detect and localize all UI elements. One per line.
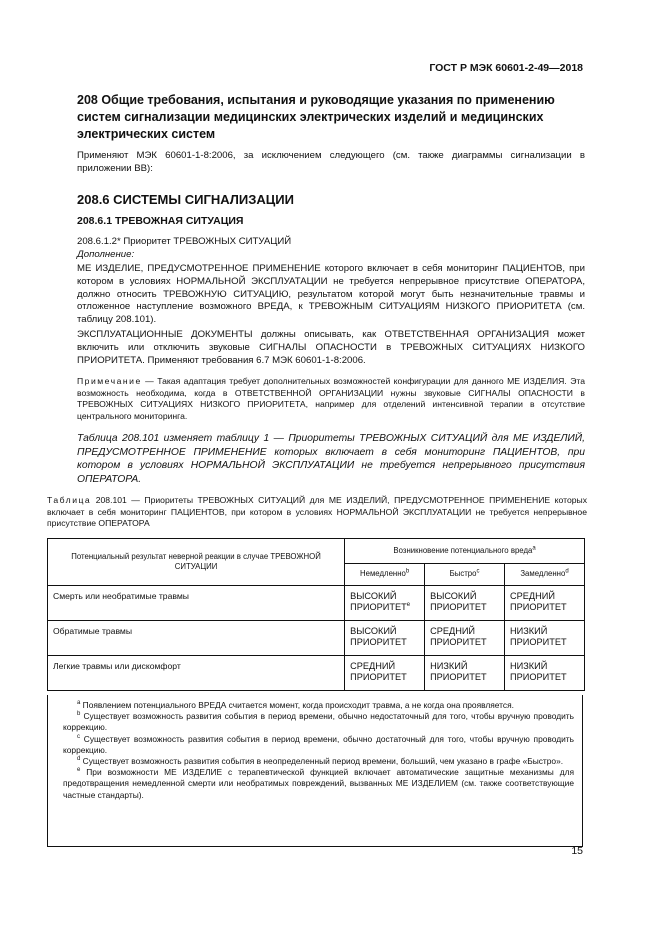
footnote: $^d$ Существует возможность развития события в неопределенный период времени, больший, чем указано в графе «Быстро».: [77, 756, 564, 767]
note: [77, 376, 585, 422]
subsection-title: 208.6 СИСТЕМЫ СИГНАЛИЗАЦИИ: [77, 192, 294, 207]
paragraph-2: ЭКСПЛУАТАЦИОННЫЕ ДОКУМЕНТЫ должны описывать, как ОТВЕТСТВЕННАЯ ОРГАНИЗАЦИЯ может включить или отключить звуковые СИГНАЛЫ ОПАСНОСТИ в ТРЕВОЖНЫХ СИТУАЦИЯХ НИЗКОГО ПРИОРИТЕТА. Применяют требования 6.7 МЭК 60601-1-8:2006.: [77, 329, 585, 366]
item-title: 208.6.1.2* Приоритет ТРЕВОЖНЫХ СИТУАЦИЙ: [77, 236, 292, 247]
table-cell: ВЫСОКИЙ ПРИОРИТЕТ: [345, 621, 425, 656]
col-header-group: Возникновение потенциального вреда$^a$: [345, 539, 585, 564]
footnote: $^e$ При возможности МЕ ИЗДЕЛИЕ с терапевтической функцией включает автоматические защитные механизмы для предотвращения немедленной смерти или необратимых повреждений, вызванных МЕ ИЗДЕЛИЕМ (см. также соответствующие частные стандарты).: [63, 767, 574, 800]
col-header-delayed: Замедленно$^d$: [505, 564, 585, 586]
table-cell: СРЕДНИЙ ПРИОРИТЕТ: [345, 656, 425, 691]
table-cell: ВЫСОКИЙ ПРИОРИТЕТ: [425, 586, 505, 621]
table-caption: [47, 495, 587, 530]
table-cell: НИЗКИЙ ПРИОРИТЕТ: [425, 656, 505, 691]
row-label: Обратимые травмы: [48, 621, 345, 656]
table-row: [48, 621, 585, 656]
table-cell: НИЗКИЙ ПРИОРИТЕТ: [505, 621, 585, 656]
note-text: — Такая адаптация требует дополнительных возможностей конфигурации для данного МЕ ИЗДЕЛИЯ. Эта возможность необходима, когда в ОТВЕТСТВЕННОЙ ОРГАНИЗАЦИИ нужны звуковые СИГНАЛЫ ОПАСНОСТИ в ТРЕВОЖНЫХ СИТУАЦИЯХ НИЗКОГО ПРИОРИТЕТА, например для отделений интенсивной терапии в отсутствие центрального мониторинга.: [77, 376, 585, 421]
table-caption-text: 208.101 — Приоритеты ТРЕВОЖНЫХ СИТУАЦИЙ для МЕ ИЗДЕЛИЙ, ПРЕДУСМОТРЕННОЕ ПРИМЕНЕНИЕ которых включает в себя мониторинг ПАЦИЕНТОВ, при котором в условиях НОРМАЛЬНОЙ ЭКСПЛУАТАЦИИ не требуется непрерывное присутствие ОПЕРАТОРА: [47, 495, 587, 529]
table-footnotes: [47, 695, 583, 847]
row-label: Смерть или необратимые травмы: [48, 586, 345, 621]
addition-label: Дополнение:: [77, 249, 135, 260]
page-number: 15: [571, 845, 583, 857]
standard-number: ГОСТ Р МЭК 60601-2-49—2018: [429, 62, 583, 74]
italic-paragraph: Таблица 208.101 изменяет таблицу 1 — Приоритеты ТРЕВОЖНЫХ СИТУАЦИЙ для МЕ ИЗДЕЛИЙ, ПРЕДУСМОТРЕННОЕ ПРИМЕНЕНИЕ которых включает в себя мониторинг ПАЦИЕНТОВ, при котором в условиях НОРМАЛЬНОЙ ЭКСПЛУАТАЦИИ не требуется непрерывного присутствия ОПЕРАТОРА.: [77, 433, 585, 485]
subsubsection-title: 208.6.1 ТРЕВОЖНАЯ СИТУАЦИЯ: [77, 215, 244, 227]
table-row: [48, 586, 585, 621]
paragraph-1: МЕ ИЗДЕЛИЕ, ПРЕДУСМОТРЕННОЕ ПРИМЕНЕНИЕ которого включает в себя мониторинг ПАЦИЕНТОВ, при котором в условиях НОРМАЛЬНОЙ ЭКСПЛУАТАЦИИ не требуется непрерывное присутствие ОПЕРАТОРА, должно относить ТРЕВОЖНУЮ СИТУАЦИЮ, результатом которой могут быть незначительные травмы и отложенное наступление возможного ВРЕДА, к ТРЕВОЖНЫМ СИТУАЦИЯМ НИЗКОГО ПРИОРИТЕТА (см. таблицу 208.101).: [77, 263, 585, 326]
col-header-immediate: Немедленно$^b$: [345, 564, 425, 586]
table-cell: СРЕДНИЙ ПРИОРИТЕТ: [425, 621, 505, 656]
table-cell: СРЕДНИЙ ПРИОРИТЕТ: [505, 586, 585, 621]
section-intro: Применяют МЭК 60601-1-8:2006, за исключением следующего (см. также диаграммы сигнализации в приложении ВВ):: [77, 150, 585, 174]
row-label: Легкие травмы или дискомфорт: [48, 656, 345, 691]
footnote: $^b$ Существует возможность развития события в период времени, обычно недостаточный для того, чтобы вручную проводить коррекцию.: [63, 711, 574, 733]
note-label: Примечание: [77, 376, 142, 386]
table-caption-label: Таблица: [47, 495, 92, 505]
col-header-outcome: Потенциальный результат неверной реакции в случае ТРЕВОЖНОЙ СИТУАЦИИ: [48, 539, 345, 586]
priority-table: [47, 538, 585, 691]
col-header-fast: Быстро$^c$: [425, 564, 505, 586]
footnote: $^a$ Появлением потенциального ВРЕДА считается момент, когда происходит травма, а не когда она проявляется.: [77, 700, 514, 710]
footnote: $^c$ Существует возможность развития события в период времени, обычно достаточный для того, чтобы вручную проводить коррекцию.: [63, 733, 574, 755]
table-row: [48, 656, 585, 691]
section-title: 208 Общие требования, испытания и руководящие указания по применению систем сигнализации медицинских электрических изделий и медицинских электрических систем: [77, 93, 555, 141]
table-cell: НИЗКИЙ ПРИОРИТЕТ: [505, 656, 585, 691]
table-cell: ВЫСОКИЙ ПРИОРИТЕТ$^e$: [345, 586, 425, 621]
